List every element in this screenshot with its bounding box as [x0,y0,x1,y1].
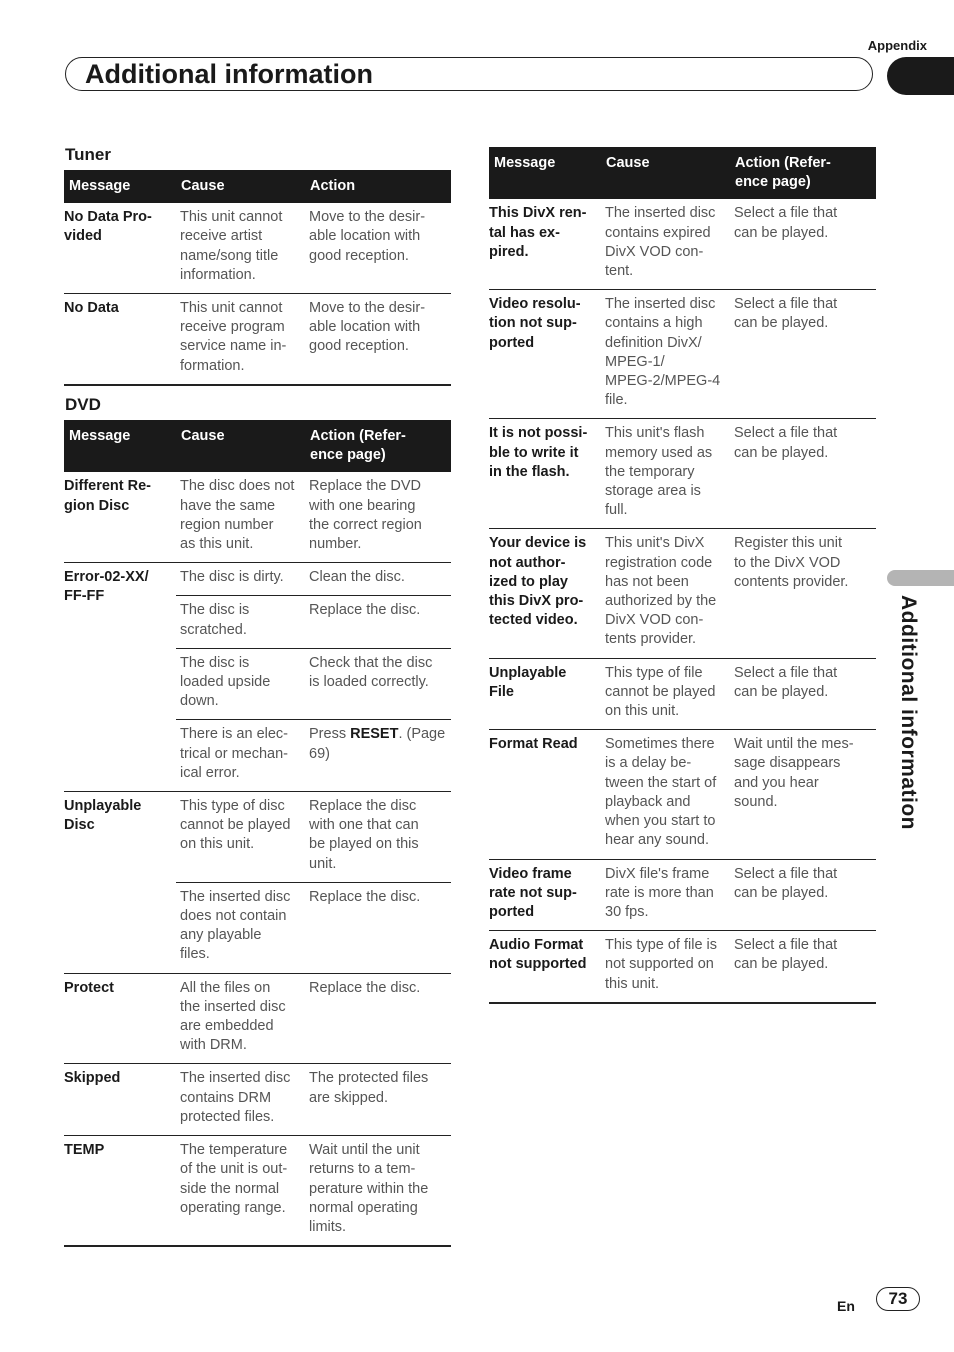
column-header-action: Action (Refer- ence page) [305,420,451,472]
cause-cell: This unit's DivX registration code has not been authorized by the DivX VOD con- tents provider. [601,529,730,658]
table-row [489,419,876,529]
side-chapter-label: Additional information [897,595,920,830]
table-row [64,1064,451,1136]
message-cell: No Data [64,294,176,385]
action-cell: Select a file that can be played. [730,199,876,289]
message-cell: Your device is not author- ized to play this DivX pro- tected video. [489,529,601,658]
cause-cell: The disc does not have the same region number as this unit. [176,472,305,562]
language-label: En [837,1298,855,1314]
column-header-cause: Cause [176,420,305,472]
table-row [489,730,876,859]
action-cell: Select a file that can be played. [730,419,876,529]
column-header-cause: Cause [601,147,730,199]
table-header-row [64,420,451,472]
table-row [489,290,876,419]
cause-cell: DivX file's frame rate is more than 30 fps. [601,859,730,931]
message-cell: This DivX ren- tal has ex- pired. [489,199,601,289]
cause-cell: This unit cannot receive program service name in- formation. [176,294,305,385]
action-text: Press [309,726,351,743]
divx-table [489,147,876,1004]
action-cell: Replace the DVD with one bearing the correct region number. [305,472,451,562]
cause-cell: This type of disc cannot be played on this unit. [176,792,305,883]
action-cell: Move to the desir- able location with good reception. [305,294,451,385]
message-cell: No Data Pro- vided [64,203,176,293]
appendix-label: Appendix [867,38,927,53]
table-row [64,973,451,1064]
action-cell: Select a file that can be played. [730,931,876,1003]
cause-cell: The inserted disc contains a high definition DivX/ MPEG-1/ MPEG-2/MPEG-4 file. [601,290,730,419]
tuner-table [64,170,451,386]
table-row [64,792,451,883]
column-header-cause: Cause [176,170,305,203]
column-header-message: Message [489,147,601,199]
table-row [64,472,451,562]
cause-cell: This unit's flash memory used as the temporary storage area is full. [601,419,730,529]
message-cell: Skipped [64,1064,176,1136]
action-cell: Replace the disc. [305,882,451,973]
page-title: Additional information [85,59,373,89]
cause-cell: This type of file is not supported on this unit. [601,931,730,1003]
table-header-row [489,147,876,199]
table-row [489,859,876,931]
action-cell [305,720,451,792]
action-cell: Clean the disc. [305,563,451,596]
cause-cell: This unit cannot receive artist name/song title information. [176,203,305,293]
dvd-section-title: DVD [65,395,101,414]
table-header-row [64,170,451,203]
cause-cell: The inserted disc does not contain any playable files. [176,882,305,973]
message-cell: Video frame rate not sup- ported [489,859,601,931]
message-cell: Different Re- gion Disc [64,472,176,562]
chapter-tab-marker [887,570,954,586]
table-row [64,1136,451,1247]
message-cell: Unplayable File [489,658,601,730]
action-text: . (Page 69) [309,726,446,762]
cause-cell: The disc is loaded upside down. [176,648,305,720]
table-row [489,529,876,658]
action-cell: The protected files are skipped. [305,1064,451,1136]
action-cell: Wait until the unit returns to a tem- perature within the normal operating limits. [305,1136,451,1247]
cause-cell: All the files on the inserted disc are embedded with DRM. [176,973,305,1064]
message-cell: Protect [64,973,176,1064]
page-number: 73 [876,1287,920,1311]
column-header-action: Action [305,170,451,203]
table-row [489,199,876,289]
action-cell: Check that the disc is loaded correctly. [305,648,451,720]
message-cell: Video resolu- tion not sup- ported [489,290,601,419]
action-cell: Move to the desir- able location with good reception. [305,203,451,293]
action-cell: Register this unit to the DivX VOD contents provider. [730,529,876,658]
table-row [489,931,876,1003]
message-cell: Format Read [489,730,601,859]
table-row [64,203,451,293]
message-cell: Error-02-XX/ FF-FF [64,563,176,792]
section-tab-marker [887,57,954,95]
action-cell: Select a file that can be played. [730,859,876,931]
tuner-section-title: Tuner [65,145,111,164]
cause-cell: The inserted disc contains DRM protected files. [176,1064,305,1136]
message-cell: Unplayable Disc [64,792,176,974]
column-header-message: Message [64,420,176,472]
cause-cell: There is an elec- trical or mechan- ical error. [176,720,305,792]
action-cell: Select a file that can be played. [730,658,876,730]
cause-cell: The disc is dirty. [176,563,305,596]
reset-keyword: RESET [350,726,399,743]
action-cell: Replace the disc. [305,596,451,648]
cause-cell: The disc is scratched. [176,596,305,648]
cause-cell: This type of file cannot be played on this unit. [601,658,730,730]
table-row [64,294,451,385]
action-cell: Wait until the mes- sage disappears and you hear sound. [730,730,876,859]
action-cell: Replace the disc with one that can be played on this unit. [305,792,451,883]
action-cell: Select a file that can be played. [730,290,876,419]
cause-cell: Sometimes there is a delay be- tween the start of playback and when you start to hear any sound. [601,730,730,859]
cause-cell: The temperature of the unit is out- side the normal operating range. [176,1136,305,1247]
table-row [489,658,876,730]
table-row [64,563,451,596]
dvd-table [64,420,451,1247]
column-header-action: Action (Refer- ence page) [730,147,876,199]
message-cell: It is not possi- ble to write it in the flash. [489,419,601,529]
message-cell: TEMP [64,1136,176,1247]
page-title-box [65,57,873,91]
cause-cell: The inserted disc contains expired DivX VOD con- tent. [601,199,730,289]
column-header-message: Message [64,170,176,203]
action-cell: Replace the disc. [305,973,451,1064]
message-cell: Audio Format not supported [489,931,601,1003]
